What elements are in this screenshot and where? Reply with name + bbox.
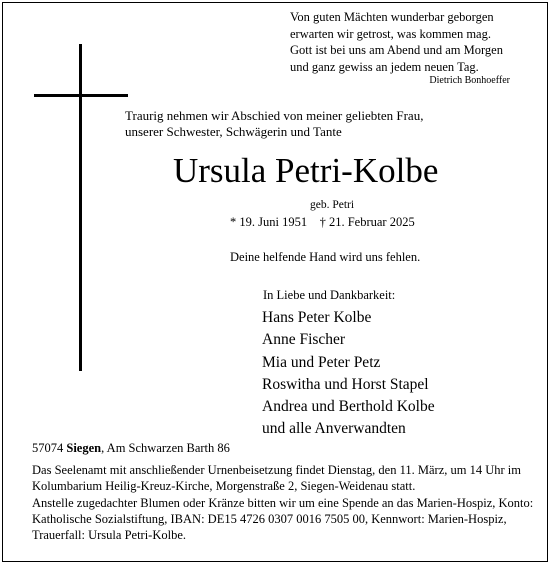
- mourner: Roswitha und Horst Stapel: [262, 375, 429, 393]
- mourner: und alle Anverwandten: [262, 420, 406, 438]
- funeral-info: Das Seelenamt mit anschließender Urnenbeisetzung findet Dienstag, den 11. März, um 14 Uhr im Kolumbarium Heilig-Kreuz-Kirche, Morgenstraße 2, Siegen-Weidenau statt.: [32, 463, 521, 494]
- donation-info: Anstelle zugedachter Blumen oder Kränze bitten wir um eine Spende an das Marien-Hospiz, Konto: Katholische Sozialstiftung, IBAN: DE15 4726 0307 0016 7505 00, Kennwort: Marien-Hospiz, Trauerfall: Ursula Petri-Kolbe.: [32, 496, 534, 543]
- thanks-line: In Liebe und Dankbarkeit:: [263, 288, 396, 302]
- address-street: , Am Schwarzen Barth 86: [101, 441, 230, 455]
- cross-icon-horizontal: [34, 94, 128, 97]
- intro-text: [125, 108, 423, 140]
- life-dates: * 19. Juni 1951 † 21. Februar 2025: [230, 215, 415, 229]
- mourners-list: [262, 307, 435, 441]
- deceased-name: Ursula Petri-Kolbe: [173, 151, 439, 190]
- mourner: Anne Fischer: [262, 331, 346, 349]
- intro-line: Traurig nehmen wir Abschied von meiner geliebten Frau,: [125, 108, 424, 123]
- mourner: Andrea und Berthold Kolbe: [262, 398, 435, 416]
- poem-line: und ganz gewiss an jedem neuen Tag.: [290, 59, 479, 74]
- born-name: geb. Petri: [310, 199, 355, 211]
- mourner: Hans Peter Kolbe: [262, 309, 372, 326]
- address-city: Siegen: [66, 441, 102, 455]
- intro-line: unserer Schwester, Schwägerin und Tante: [125, 124, 342, 139]
- poem-author: Dietrich Bonhoeffer: [429, 75, 510, 86]
- poem-block: [290, 9, 510, 87]
- poem-line: erwarten wir getrost, was kommen mag.: [290, 26, 491, 41]
- motto: Deine helfende Hand wird uns fehlen.: [230, 250, 421, 264]
- mourner: Mia und Peter Petz: [262, 353, 381, 371]
- poem-line: Gott ist bei uns am Abend und am Morgen: [290, 43, 503, 57]
- address: [32, 440, 230, 456]
- address-zip: 57074: [32, 441, 64, 455]
- poem-line: Von guten Mächten wunderbar geborgen: [290, 10, 494, 24]
